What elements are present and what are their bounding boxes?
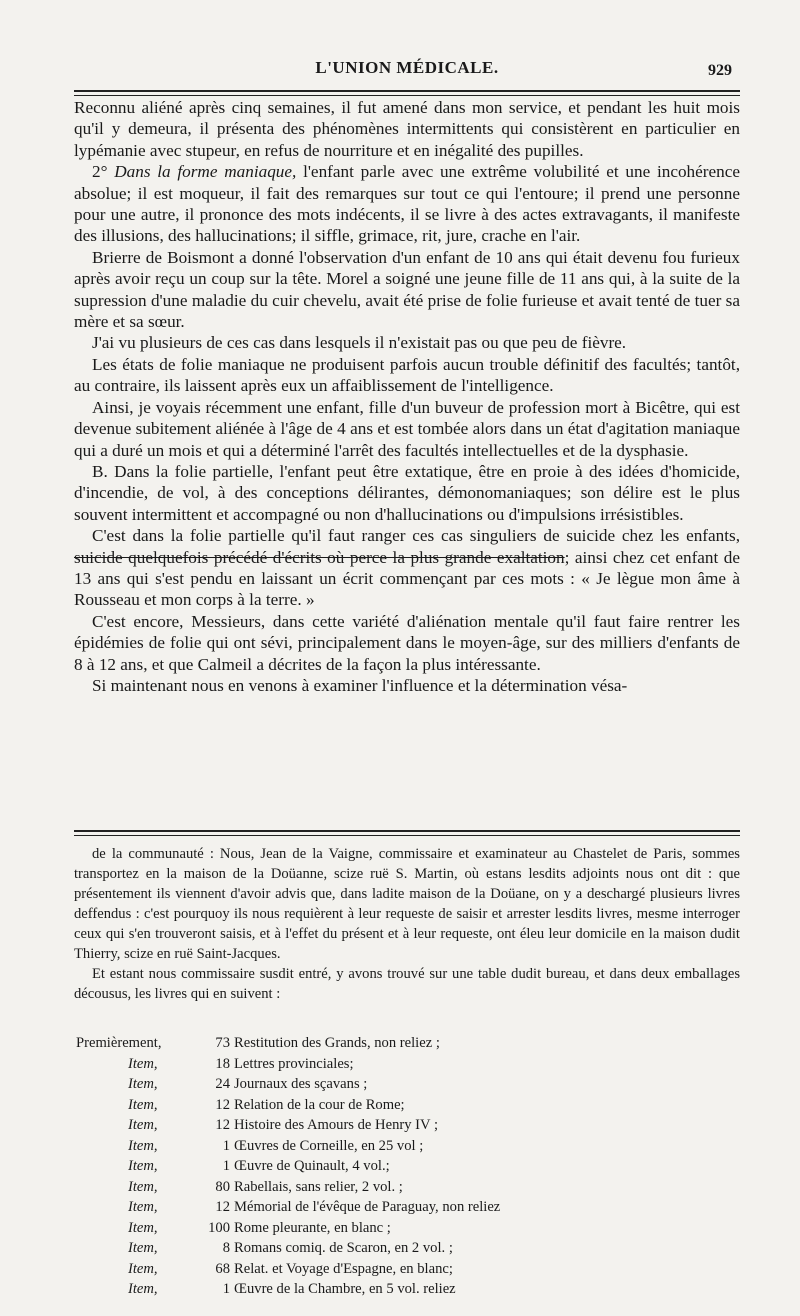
inventory-row [74, 1033, 740, 1054]
inventory-row [74, 1238, 740, 1259]
footnote-body [74, 844, 740, 1004]
page-number: 929 [708, 62, 732, 79]
inventory-row [74, 1218, 740, 1239]
inventory-title: Relation de la cour de Rome; [234, 1096, 405, 1113]
journal-title: L'UNION MÉDICALE. [315, 58, 499, 77]
inventory-quantity: 68 [215, 1260, 230, 1277]
running-header [74, 52, 740, 82]
inventory-title: Histoire des Amours de Henry IV ; [234, 1117, 439, 1133]
footnote-paragraph: de la communauté : Nous, Jean de la Vaigne, commissaire et examinateur au Chastelet de Paris, sommes transportez en la maison de la Doüanne, scize ruë S. Martin, où estans lesdits adjoints nous ont dit : que présentement ils viennent d'avoir advis que, dans ladite maison de la Doüane, on y a deschargé plusieurs livres deffendus : c'est pourquoy ils nous requièrent à leur requeste de saisir et arrester lesdits livres, mesme interroger ceux qui s'en trouveront saisis, et à l'effet du présent et à leur requeste, ont éleu leur domicile en la maison dudit Thierry, scize en ruë Saint-Jacques. [74, 846, 740, 962]
book-inventory-list [74, 1033, 740, 1300]
inventory-quantity: 18 [215, 1055, 230, 1072]
inventory-label: Premièrement, [76, 1035, 162, 1051]
paragraph-text: C'est dans la folie partielle qu'il faut ranger ces cas singuliers de suicide chez les enfants, [92, 526, 740, 546]
inventory-row [74, 1074, 740, 1095]
paragraph [74, 525, 740, 611]
inventory-title: Œuvre de Quinault, 4 vol.; [234, 1158, 390, 1174]
inventory-title: Mémorial de l'évêque de Paraguay, non reliez [234, 1199, 501, 1215]
inventory-row [74, 1095, 740, 1116]
inventory-label: Item, [128, 1055, 158, 1072]
inventory-label: Item, [128, 1199, 158, 1215]
paragraph: B. Dans la folie partielle, l'enfant peut être extatique, être en proie à des idées d'homicide, d'incendie, de vol, à des conceptions délirantes, démonomaniaques; son délire est le plus souvent intermittent et accompagné ou non d'hallucinations ou d'impulsions irrésistibles. [74, 461, 740, 524]
paragraph: Les états de folie maniaque ne produisent parfois aucun trouble définitif des facultés; tantôt, au contraire, ils laissent après eux un affaiblissement de l'intelligence. [74, 354, 740, 396]
inventory-label: Item, [128, 1178, 158, 1195]
inventory-title: Restitution des Grands, non reliez ; [234, 1035, 440, 1051]
paragraph: J'ai vu plusieurs de ces cas dans lesquels il n'existait pas ou que peu de fièvre. [92, 333, 627, 353]
inventory-row [74, 1177, 740, 1198]
inventory-label: Item, [128, 1219, 158, 1236]
struck-text: suicide quelquefois précédé d'écrits où perce la plus grande exaltation [74, 547, 565, 567]
inventory-quantity: 1 [222, 1137, 230, 1154]
inventory-row [74, 1259, 740, 1280]
inventory-label: Item, [128, 1117, 158, 1133]
main-body [74, 97, 740, 696]
inventory-title: Journaux des sçavans ; [234, 1076, 368, 1092]
footnote-rule [74, 830, 740, 832]
inventory-title: Lettres provinciales; [234, 1055, 354, 1072]
paragraph: Ainsi, je voyais récemment une enfant, fille d'un buveur de profession mort à Bicêtre, qui est devenue subitement aliénée à l'âge de 4 ans et est tombée alors dans un état d'agitation maniaque qui a duré un mois et qui a déterminé l'arrêt des facultés intellectuelles et de la dysphasie. [74, 397, 740, 460]
paragraph-text: l'enfant parle avec une extrême volubilité et une incohérence absolue; il est moqueur, il fait des remarques sur tout ce qui l'entoure; il prend une personne pour une autre, il prononce des mots indécents, il se livre à des actes extravagants, il manifeste des illusions, des hallucinations; il siffle, grimace, rit, jure, crache en l'air. [74, 162, 740, 246]
inventory-label: Item, [128, 1240, 158, 1256]
inventory-quantity: 24 [215, 1076, 230, 1092]
inventory-label: Item, [128, 1137, 158, 1154]
inventory-quantity: 73 [215, 1035, 230, 1051]
inventory-row [74, 1197, 740, 1218]
inventory-quantity: 12 [215, 1199, 230, 1215]
inventory-row [74, 1136, 740, 1157]
inventory-title: Romans comiq. de Scaron, en 2 vol. ; [234, 1240, 453, 1256]
paragraph: Reconnu aliéné après cinq semaines, il fut amené dans mon service, et pendant les huit mois qu'il y demeura, il présenta des phénomènes intermittents qui consistèrent en particulier en lypémanie avec stupeur, en refus de nourriture et en inégalité des pupilles. [74, 98, 740, 160]
paragraph: C'est encore, Messieurs, dans cette variété d'aliénation mentale qu'il faut faire rentrer les épidémies de folie qui ont sévi, principalement dans le moyen-âge, sur des milliers d'enfants de 8 à 12 ans, et que Calmeil a décrites de la façon la plus intéressante. [74, 611, 740, 674]
inventory-title: Œuvre de la Chambre, en 5 vol. reliez [234, 1281, 456, 1297]
inventory-row [74, 1054, 740, 1075]
inventory-quantity: 1 [222, 1158, 230, 1174]
paragraph: Si maintenant nous en venons à examiner l'influence et la détermination vésa- [92, 675, 628, 695]
header-rule [74, 90, 740, 92]
inventory-label: Item, [128, 1158, 158, 1174]
inventory-quantity: 100 [208, 1219, 230, 1236]
inventory-label: Item, [128, 1076, 158, 1092]
inventory-quantity: 12 [215, 1117, 230, 1133]
paragraph [74, 161, 740, 247]
paragraph-number: 2° [92, 162, 115, 182]
paragraph: Brierre de Boismont a donné l'observation d'un enfant de 10 ans qui était devenu fou furieux après avoir reçu un coup sur la tête. Morel a soigné une jeune fille de 11 ans qui, à la suite de la supression d'une maladie du cuir chevelu, avait été prise de folie furieuse et avait tenté de tuer sa mère et sa sœur. [74, 247, 740, 332]
inventory-row [74, 1279, 740, 1300]
inventory-quantity: 12 [215, 1096, 230, 1113]
inventory-title: Rome pleurante, en blanc ; [234, 1219, 391, 1236]
inventory-row [74, 1115, 740, 1136]
inventory-quantity: 1 [222, 1281, 230, 1297]
inventory-quantity: 8 [222, 1240, 230, 1256]
inventory-label: Item, [128, 1096, 158, 1113]
footnote-paragraph: Et estant nous commissaire susdit entré, y avons trouvé sur une table dudit bureau, et dans deux emballages décousus, les livres qui en suivent : [74, 966, 740, 1002]
emphasis: Dans la forme maniaque, [114, 162, 297, 182]
inventory-row [74, 1156, 740, 1177]
header-rule-thin [74, 95, 740, 96]
inventory-title: Relat. et Voyage d'Espagne, en blanc; [234, 1260, 453, 1277]
inventory-title: Œuvres de Corneille, en 25 vol ; [234, 1137, 424, 1154]
inventory-title: Rabellais, sans relier, 2 vol. ; [234, 1178, 403, 1195]
footnote-rule-thin [74, 835, 740, 836]
paragraph-text: ; ainsi chez cet enfant de 13 ans qui s'est pendu en laissant un écrit commençant par ces mots : « Je lègue mon âme à Rousseau et mon corps à la terre. » [74, 547, 741, 610]
inventory-label: Item, [128, 1281, 158, 1297]
inventory-quantity: 80 [215, 1178, 230, 1195]
inventory-label: Item, [128, 1260, 158, 1277]
